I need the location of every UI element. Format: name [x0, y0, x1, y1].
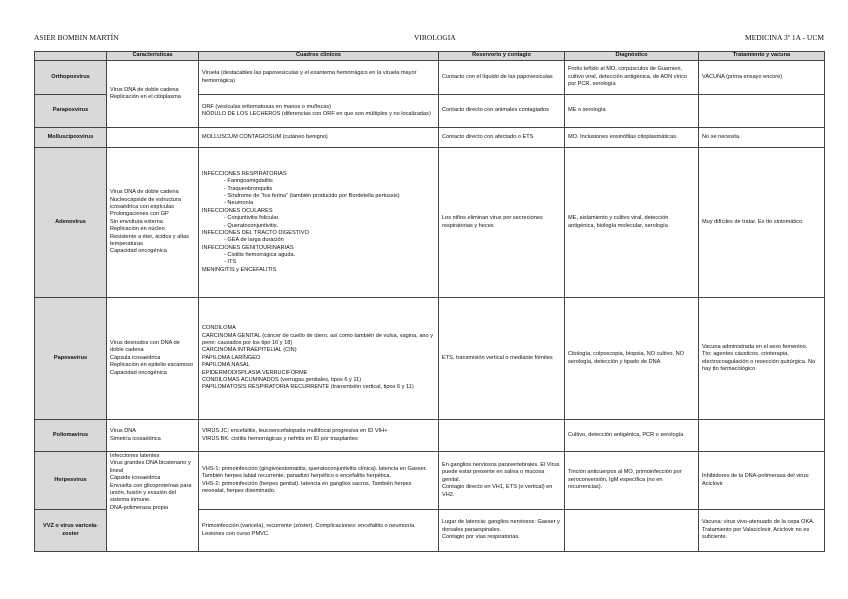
clinical-line: MOLLUSCUM CONTAGIOSUM (cutáneo benigno) — [202, 133, 328, 140]
reservoir-line: Contacto con el líquido de las papovesículas — [442, 73, 553, 80]
clinical-cell — [199, 420, 439, 452]
diagnosis-cell — [565, 510, 699, 552]
treatment-cell — [699, 148, 825, 298]
clinical-cell — [199, 298, 439, 420]
feature-line: Replicación en el citoplasma — [110, 94, 181, 100]
diagnosis-cell — [565, 420, 699, 452]
clinical-line: - ITS — [224, 259, 237, 266]
reservoir-line: Contagio por vías respiratorias. — [442, 534, 520, 541]
clinical-line: - Cistitis hemorrágica aguda. — [224, 252, 296, 258]
clinical-line: VHS-2: primoinfección (herpes genital). latencia en ganglios sacros. También herpes neonatal, herpes diseminado. — [202, 480, 412, 494]
treatment-cell — [699, 95, 825, 128]
diagnosis-cell — [565, 128, 699, 148]
virus-name: Papovavirus — [35, 298, 107, 420]
feature-line: Cápside icosaédrica — [110, 475, 161, 482]
virus-name: Orthopoxvirus — [35, 61, 107, 95]
clinical-line: PAPILOMA LARÍNGEO — [202, 354, 261, 361]
feature-line: Cápsula icosaédrica — [110, 354, 161, 361]
reservoir-cell — [439, 95, 565, 128]
feature-line: Envuelta con glicoproteínas para unión, fusión y evasión del sistema inmune. — [110, 482, 192, 504]
feature-line: Virus desnudos con DNA de doble cadena — [110, 340, 180, 354]
reservoir-line: Contacto directo con animales contagiados — [442, 107, 549, 114]
clinical-line: Primoinfección (varicela), recurrente (zóster). Complicaciones: encefalitis o neumonía. Lesiones con curso PMVC. — [202, 523, 416, 537]
table-row — [35, 452, 825, 510]
clinical-cell — [199, 452, 439, 510]
feature-line: Resistente a éter, ácidos y altas temperaturas — [110, 233, 189, 247]
clinical-line: CONDILOMA — [202, 325, 236, 332]
features-cell — [107, 298, 199, 420]
clinical-line: CARCINOMA GENITAL (cáncer de cuello de útero, así como también de vulva, vagina, ano y pene: causados por los tipo 16 y 18) — [202, 332, 434, 347]
diagnosis-line: Tinción anticuerpos al MO, primoinfección por seroconversión, IgM específica (no en recurrencias). — [568, 469, 682, 491]
virus-name: Adenovirus — [35, 148, 107, 298]
clinical-line: INFECCIONES DEL TRACTO DIGESTIVO — [202, 229, 309, 236]
clinical-line: - Queratoconjuntivitis. — [224, 222, 279, 229]
reservoir-line: Contagio directo en VH1, ETS (o vertical) en VH2. — [442, 484, 553, 498]
feature-line: Virus DNA de doble cadena — [110, 189, 179, 196]
treatment-cell — [699, 61, 825, 95]
virus-name: Molluscipoxvirus — [35, 128, 107, 148]
reservoir-cell — [439, 510, 565, 552]
feature-line: Capacidad oncogénica — [110, 369, 167, 376]
course-label: MEDICINA 3º 1A - UCM — [745, 33, 824, 42]
table-row — [35, 420, 825, 452]
treatment-cell — [699, 298, 825, 420]
clinical-line: EPIDERMODISPLASIA VERRUCIFORME — [202, 369, 308, 376]
clinical-line: CONDILOMAS ACUMINADOS (verrugas genitales, tipos 6 y 11) — [202, 376, 362, 383]
treatment-cell — [699, 420, 825, 452]
clinical-line: INFECCIONES OCULARES — [202, 207, 273, 214]
reservoir-line: Lugar de latencia: ganglios nerviosos: Gasser y dorsales paraespinales. — [442, 519, 560, 533]
virus-name: Herpesvirus — [35, 452, 107, 510]
treatment-line: Vacuna: virus vivo-atenuado de la cepa OKA. — [702, 519, 815, 526]
feature-line: Prolongaciones con GP — [110, 211, 169, 218]
clinical-cell — [199, 95, 439, 128]
virus-name: Parapoxvirus — [35, 95, 107, 128]
treatment-line: VACUNA (prima ensayo encore) — [702, 73, 783, 80]
feature-line: Capacidad oncogénica — [110, 248, 167, 255]
treatment-line: No se necesita. — [702, 133, 741, 140]
diagnosis-cell — [565, 61, 699, 95]
features-cell — [107, 128, 199, 148]
virology-table — [34, 51, 825, 552]
feature-line: Infecciones latentes — [110, 453, 160, 459]
feature-line: DNA-polimerasa propia — [110, 504, 169, 511]
clinical-line: INFECCIONES RESPIRATORIAS — [202, 170, 287, 177]
clinical-line: Viruela (destacables las papovesículas y el exantema hemorrágico en la viruela mayor hemorrágica) — [202, 70, 417, 84]
clinical-line: NÓDULO DE LOS LECHEROS (diferencias con ORF en que son múltiples y no localizadas) — [202, 111, 431, 117]
clinical-line: VIRUS BK: cistitis hemorrágicas y nefritis en ID por trasplantes — [202, 435, 358, 442]
feature-line: Sin envoltura externa — [110, 218, 163, 225]
diagnosis-line: Citología, colposcopia, biopsia, NO cultivo, NO serología, detección y tipado de DNA — [568, 351, 684, 365]
clinical-line: - Faringoamigdalitis — [224, 178, 273, 185]
clinical-line: - Traqueobronquitis — [224, 185, 273, 192]
diagnosis-line: Frotis teñido al MO, corpúsculos de Guarnieri, cultivo viral, detección antigénica, de ADN vírico por PCR, serología — [568, 66, 688, 88]
diagnosis-cell — [565, 452, 699, 510]
clinical-line: - Síndrome de "tos ferina" (también producido por Bordetella pertussis) — [224, 193, 400, 199]
table-row — [35, 128, 825, 148]
clinical-line: - GEA de larga duración — [224, 237, 284, 244]
features-cell — [107, 148, 199, 298]
column-header: Diagnóstico — [565, 52, 699, 61]
reservoir-cell — [439, 452, 565, 510]
diagnosis-line: ME o serología — [568, 107, 606, 114]
clinical-line: ORF (vesículas eritematosas en manos o muñecas) — [202, 103, 332, 110]
reservoir-cell — [439, 420, 565, 452]
clinical-line: PAPILOMATOSIS RESPIRATORIA RECURRENTE (transmisión vertical, tipos 6 y 11) — [202, 384, 414, 391]
features-cell — [107, 61, 199, 128]
treatment-line: Vacuna administrada en el sexo femenino. — [702, 343, 808, 350]
treatment-line: Tratamiento por Valaciclovir, Aciclovir no es suficiente. — [702, 526, 810, 541]
diagnosis-line: MO. Inclusiones eosinófilas citoplasmáticas. — [568, 133, 678, 140]
clinical-line: VIRUS JC: encefalitis, leucoencefalopatía multifocal progresiva en ID VIH+ — [202, 428, 388, 435]
clinical-line: VHS-1: primoinfección (gingivoestomatitis, queratoconjuntivitis clínica). latencia en Gasser. También herpes labial recurrente, panadizo herpético o encefalitis herpética. — [202, 465, 427, 480]
clinical-line: CARCINOMA INTRAEPITELIAL (CIN) — [202, 347, 297, 354]
table-row — [35, 61, 825, 95]
treatment-cell — [699, 510, 825, 552]
reservoir-cell — [439, 148, 565, 298]
clinical-cell — [199, 128, 439, 148]
column-header — [35, 52, 107, 61]
feature-line: Replicación en núcleo — [110, 226, 165, 233]
feature-line: Replicación en epitelio escamoso — [110, 362, 194, 369]
document-title: VIROLOGIA — [414, 33, 456, 42]
reservoir-cell — [439, 128, 565, 148]
diagnosis-line: ME, aislamiento y cultivo viral, detección antigénica, biología molecular, serología — [568, 215, 669, 229]
treatment-line: Inhibidores de la DNA-polimerasa del virus: Aciclovir — [702, 473, 810, 487]
column-header: Características — [107, 52, 199, 61]
diagnosis-line: Cultivo, detección antigénica, PCR o serología — [568, 431, 684, 438]
column-header: Cuadros clínicos — [199, 52, 439, 61]
virus-name: VVZ o virus varicela-zoster — [35, 510, 107, 552]
clinical-line: PAPILOMA NASAL — [202, 362, 250, 369]
reservoir-cell — [439, 61, 565, 95]
treatment-cell — [699, 128, 825, 148]
feature-line: Virus DNA — [110, 428, 137, 435]
feature-line: Virus grandes DNA bicatenario y lineal — [110, 460, 191, 474]
reservoir-line: Contacto directo con afectado o ETS — [442, 133, 534, 140]
feature-line: Nucleocápside de estructura icosaédrica con espículas — [110, 196, 181, 211]
diagnosis-cell — [565, 148, 699, 298]
reservoir-line: Los niños eliminan virus por secreciones respiratorias y heces — [442, 215, 543, 229]
clinical-line: MENINGITIS y ENCEFALITIS — [202, 266, 277, 273]
features-cell — [107, 420, 199, 452]
treatment-cell — [699, 452, 825, 510]
reservoir-line: ETS, transmisión vertical o mediante fómites — [442, 354, 553, 361]
page-header — [34, 33, 824, 45]
table-header-row — [35, 52, 825, 61]
feature-line: Virus DNA de doble cadena — [110, 86, 179, 93]
treatment-line: Tto: agentes cáusticos, crioterapia, electrocoagulación o resección quirúrgica. No hay tto farmacológico — [702, 351, 816, 372]
clinical-line: INFECCIONES GENITOURINARIAS — [202, 244, 294, 251]
virus-name: Poliomavirus — [35, 420, 107, 452]
reservoir-cell — [439, 298, 565, 420]
features-cell — [107, 452, 199, 552]
feature-line: Simetría icosaédrica — [110, 435, 161, 442]
clinical-cell — [199, 148, 439, 298]
clinical-cell — [199, 61, 439, 95]
reservoir-line: En ganglios nerviosos paravertebrales. El Virus puede estar presente en saliva o mucosa genital. — [442, 462, 560, 483]
column-header: Reservorio y contagio — [439, 52, 565, 61]
table-row — [35, 298, 825, 420]
diagnosis-cell — [565, 95, 699, 128]
clinical-line: - Neumonía — [224, 200, 254, 207]
table-row — [35, 148, 825, 298]
clinical-cell — [199, 510, 439, 552]
diagnosis-cell — [565, 298, 699, 420]
clinical-line: - Conjuntivitis folicular. — [224, 215, 280, 222]
treatment-line: Muy difíciles de tratar. Es tto sintomático. — [702, 218, 804, 225]
author-name: ASIER BOMBIN MARTÍN — [34, 33, 119, 42]
column-header: Tratamiento y vacuna — [699, 52, 825, 61]
